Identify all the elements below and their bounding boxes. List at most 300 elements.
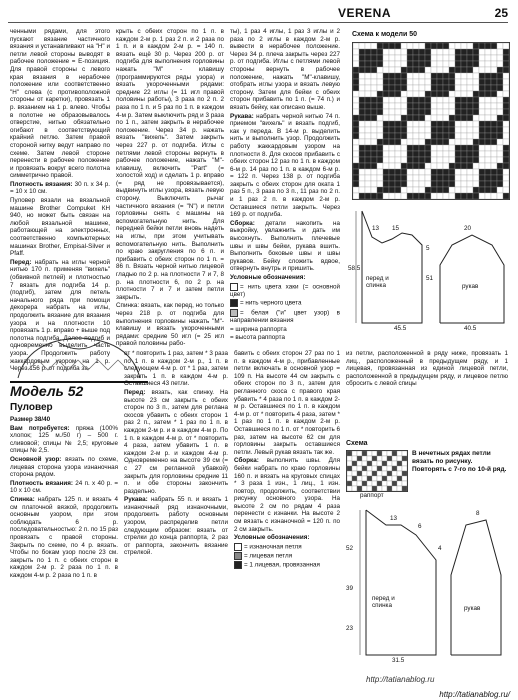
- chart-cell: [383, 127, 389, 133]
- chart-cell: [497, 109, 503, 115]
- chart-cell: [395, 97, 401, 103]
- scheme-cell: [357, 466, 362, 471]
- chart-cell: [359, 109, 365, 115]
- chart-cell: [389, 73, 395, 79]
- chart-cell: [365, 175, 371, 181]
- chart-cell: [401, 43, 407, 49]
- chart-cell: [395, 193, 401, 199]
- chart-cell: [467, 91, 473, 97]
- chart-cell: [365, 127, 371, 133]
- chart-cell: [371, 157, 377, 163]
- scheme-cell: [382, 476, 387, 481]
- chart-cell: [377, 49, 383, 55]
- chart-cell: [503, 55, 509, 61]
- chart-cell: [443, 133, 449, 139]
- chart-cell: [407, 157, 413, 163]
- scheme-cell: [387, 471, 392, 476]
- scheme-cell: [362, 466, 367, 471]
- chart-cell: [491, 103, 497, 109]
- back52-text: набрать 125 п. и вязать 4 см платочной вязкой, продолжить основным узором, при этом соблюдать 6 р. последовательностью: 2 п. по 15 раз провязать с правой стороны. Закрыть по схеме, по 4 р. вязать. Чтобы по бокам узор после 23 см. закрыть по 1 п. с обеих сторон в каждом 2-м р. 2 раза по 1 п. в каждом 4-м р. 2 раза по 1 п. в: [10, 495, 118, 579]
- chart-cell: [473, 43, 479, 49]
- scheme-cell: [357, 461, 362, 466]
- chart-cell: [413, 85, 419, 91]
- scheme-cell: [387, 466, 392, 471]
- chart-cell: [503, 109, 509, 115]
- chart-cell: [431, 79, 437, 85]
- chart-cell: [449, 145, 455, 151]
- chart-cell: [419, 55, 425, 61]
- scheme-cell: [357, 456, 362, 461]
- chart-cell: [365, 61, 371, 67]
- legend-swatch-white: [230, 309, 238, 317]
- chart-cell: [491, 67, 497, 73]
- chart-cell: [497, 67, 503, 73]
- chart-cell: [407, 145, 413, 151]
- scheme-cell: [352, 476, 357, 481]
- scheme-cell: [362, 481, 367, 486]
- chart-cell: [353, 133, 359, 139]
- chart-cell: [389, 157, 395, 163]
- chart-cell: [473, 103, 479, 109]
- chart-cell: [473, 175, 479, 181]
- chart-cell: [419, 121, 425, 127]
- chart-cell: [431, 61, 437, 67]
- front52-text: вязать, как спинку. На высоте 23 см закрыть с обеих сторон по 3 п., затем для реглана скосов убавить с обеих сторон 1 раз 2 п., затем * 1 раз по 1 п. в каждом 2-м р. и в каждом 4-м р. По 1 п. в каждом 4-м р. от * повторить 4 раза, затем убавить 1 п. в каждом 2-м р. и каждом 4-м р. Одновременно на высоте 39 см (= с 27 см регланной убавкой) закрыть для горловины средние 11 п. и обе стороны закончить раздельно.: [124, 388, 228, 495]
- chart-cell: [449, 163, 455, 169]
- chart-cell: [473, 169, 479, 175]
- model-subtitle: Пуловер: [10, 402, 53, 413]
- legend-item: = изнаночная петля: [244, 543, 302, 551]
- chart-cell: [413, 145, 419, 151]
- chart-cell: [419, 85, 425, 91]
- chart-cell: [485, 103, 491, 109]
- column-7-bottom: [346, 350, 508, 434]
- chart-cell: [425, 91, 431, 97]
- chart-cell: [383, 133, 389, 139]
- chart-cell: [359, 163, 365, 169]
- chart-cell: [365, 139, 371, 145]
- chart-cell: [407, 55, 413, 61]
- chart-cell: [383, 79, 389, 85]
- legend-knit-swatch: [234, 552, 242, 560]
- chart-cell: [419, 43, 425, 49]
- chart-cell: [503, 163, 509, 169]
- chart-cell: [455, 49, 461, 55]
- chart-cell: [461, 79, 467, 85]
- chart-cell: [425, 139, 431, 145]
- chart-cell: [359, 85, 365, 91]
- chart-cell: [503, 115, 509, 121]
- chart-cell: [449, 91, 455, 97]
- scheme-cell: [347, 466, 352, 471]
- chart-cell: [449, 43, 455, 49]
- chart-cell: [467, 97, 473, 103]
- chart-cell: [503, 73, 509, 79]
- scheme-cell: [392, 476, 397, 481]
- chart-cell: [491, 187, 497, 193]
- chart-cell: [353, 49, 359, 55]
- scheme-cell: [357, 471, 362, 476]
- scheme-cell: [382, 456, 387, 461]
- dim-3: 40.5: [464, 325, 477, 332]
- chart-cell: [503, 43, 509, 49]
- scheme-cell: [397, 451, 402, 456]
- chart-cell: [473, 55, 479, 61]
- chart-cell: [467, 61, 473, 67]
- chart-cell: [353, 193, 359, 199]
- chart-cell: [377, 103, 383, 109]
- magazine-name: VERENA: [338, 6, 392, 20]
- chart-cell: [365, 103, 371, 109]
- chart-cell: [431, 175, 437, 181]
- chart-cell: [455, 91, 461, 97]
- chart-cell: [401, 103, 407, 109]
- chart-cell: [503, 121, 509, 127]
- chart-cell: [449, 49, 455, 55]
- chart-cell: [365, 181, 371, 187]
- chart-cell: [371, 187, 377, 193]
- chart-cell: [437, 97, 443, 103]
- chart-cell: [419, 49, 425, 55]
- chart-cell: [365, 85, 371, 91]
- intro-text: ченными рядами, для этого пускают вязание частичного вязания и устанавливают на "Н" и петли левой стороны выводят в рабочее положение = Е-позиция. Для правой стороны с левого края вязания в нерабочее положение или соответственно "Н" слева (с противоположной стороны от каретки), провязать 1 р. вязанием на 1 р. влево. Чтобы в полотне не образовывалось отверстие, нитью обязательно огибают в соответствующий крайний петлю. Затем правой стороной нитку ведут направо по схеме. Затем левой стороне перенести в рабочее положение и провязать вокруг всего полотна симметрично правой.: [10, 28, 110, 180]
- chart-cell: [383, 49, 389, 55]
- column-3-top: [230, 28, 340, 342]
- chart-cell: [497, 127, 503, 133]
- chart-cell: [377, 163, 383, 169]
- chart-cell: [353, 109, 359, 115]
- sleeve52-label: Рукава:: [124, 496, 148, 504]
- chart-cell: [407, 103, 413, 109]
- chart-cell: [431, 193, 437, 199]
- column-6-bottom: [234, 350, 340, 690]
- dim-8: 5: [426, 245, 430, 252]
- chart-cell: [473, 91, 479, 97]
- chart-cell: [437, 157, 443, 163]
- chart-cell: [395, 79, 401, 85]
- chart-cell: [497, 79, 503, 85]
- chart-cell: [485, 49, 491, 55]
- chart-cell: [503, 181, 509, 187]
- chart-cell: [503, 85, 509, 91]
- chart-cell: [383, 55, 389, 61]
- chart-cell: [365, 73, 371, 79]
- chart-cell: [455, 121, 461, 127]
- chart-cell: [497, 73, 503, 79]
- chart-cell: [437, 133, 443, 139]
- chart-cell: [485, 145, 491, 151]
- scheme-cell: [352, 471, 357, 476]
- chart-cell: [491, 157, 497, 163]
- chart-cell: [443, 67, 449, 73]
- chart-cell: [467, 151, 473, 157]
- chart-cell: [383, 169, 389, 175]
- chart-cell: [431, 115, 437, 121]
- chart-cell: [371, 163, 377, 169]
- dim52-4: 13: [390, 515, 398, 522]
- chart-cell: [395, 109, 401, 115]
- chart-cell: [473, 115, 479, 121]
- chart-cell: [461, 121, 467, 127]
- chart-cell: [425, 127, 431, 133]
- chart-cell: [491, 91, 497, 97]
- chart-cell: [473, 133, 479, 139]
- chart-cell: [443, 73, 449, 79]
- scheme-cell: [362, 451, 367, 456]
- chart-cell: [485, 97, 491, 103]
- chart-cell: [497, 163, 503, 169]
- density-value: 30 п. х 34 р. = 10 х 10 см.: [10, 180, 110, 196]
- chart-cell: [377, 145, 383, 151]
- chart-cell: [425, 121, 431, 127]
- pattern-diagram-50: [348, 205, 508, 335]
- chart-cell: [389, 193, 395, 199]
- chart-cell: [407, 187, 413, 193]
- chart-cell: [353, 139, 359, 145]
- jacquard-chart-grid: [353, 43, 509, 199]
- chart-cell: [431, 49, 437, 55]
- chart-cell: [461, 163, 467, 169]
- scheme-cell: [392, 486, 397, 491]
- chart-cell: [395, 115, 401, 121]
- scheme52-note: В нечетных рядах петли вязать по рисунку. Повторять с 7-го по 10-й ряд.: [412, 450, 507, 473]
- chart-cell: [395, 43, 401, 49]
- chart-cell: [497, 175, 503, 181]
- chart-cell: [377, 73, 383, 79]
- chart-cell: [437, 49, 443, 55]
- chart-cell: [359, 127, 365, 133]
- chart-cell: [479, 55, 485, 61]
- chart-cell: [449, 133, 455, 139]
- scheme-cell: [362, 471, 367, 476]
- chart-cell: [425, 55, 431, 61]
- chart-cell: [371, 97, 377, 103]
- chart-cell: [431, 163, 437, 169]
- chart-cell: [497, 145, 503, 151]
- chart-cell: [401, 145, 407, 151]
- chart-cell: [485, 175, 491, 181]
- col3-text: ты), 1 раз 4 иглы, 1 раз 3 иглы и 2 раза по 2 иглы в каждом 2-м р. вывести в нерабочее положение. Через 34 р. плеча закрыть через 227 р. от подгиба. Иглы с петлями левой стороны вернуть в рабочее положение, нажать "М"-клавишу, отобрать иглы узора и вязать левую сторону. Затем для бейки с обеих сторон прибавить по 1 п. (= 74 п.) и вязать бейку, как описано выше.: [230, 28, 340, 111]
- scheme-cell: [387, 481, 392, 486]
- chart-cell: [431, 109, 437, 115]
- chart-cell: [401, 127, 407, 133]
- chart-cell: [491, 97, 497, 103]
- chart-cell: [467, 49, 473, 55]
- col5-text: от * повторить 1 раз, затем * 3 раза по 1 п. в каждом 2-м р., 1 п. в следующем 4-м р. от * 1 раз, затем закрыть 1 п. в каждом 4-м р. Оставшиеся 43 петли.: [124, 350, 228, 388]
- chart-cell: [359, 151, 365, 157]
- chart-cell: [377, 187, 383, 193]
- chart-cell: [461, 127, 467, 133]
- chart-cell: [461, 145, 467, 151]
- chart-cell: [401, 79, 407, 85]
- chart-cell: [383, 73, 389, 79]
- scheme-cell: [367, 471, 372, 476]
- chart-cell: [461, 139, 467, 145]
- chart-cell: [353, 115, 359, 121]
- chart-cell: [479, 157, 485, 163]
- chart-cell: [419, 163, 425, 169]
- chart-cell: [503, 127, 509, 133]
- chart-cell: [485, 91, 491, 97]
- chart-cell: [431, 127, 437, 133]
- scheme-cell: [392, 466, 397, 471]
- chart-cell: [479, 151, 485, 157]
- chart-cell: [479, 49, 485, 55]
- chart-cell: [359, 91, 365, 97]
- chart-cell: [479, 139, 485, 145]
- chart-cell: [365, 115, 371, 121]
- chart-cell: [413, 49, 419, 55]
- chart-cell: [413, 91, 419, 97]
- chart-cell: [395, 49, 401, 55]
- chart-cell: [401, 121, 407, 127]
- chart-cell: [413, 181, 419, 187]
- chart-cell: [395, 85, 401, 91]
- scheme-cell: [382, 451, 387, 456]
- chart-cell: [443, 61, 449, 67]
- chart-cell: [359, 133, 365, 139]
- chart-cell: [497, 97, 503, 103]
- chart-cell: [491, 115, 497, 121]
- chart-cell: [359, 43, 365, 49]
- chart-cell: [443, 139, 449, 145]
- chart-cell: [437, 67, 443, 73]
- chart-cell: [401, 169, 407, 175]
- chart-cell: [455, 175, 461, 181]
- scheme-cell: [357, 486, 362, 491]
- legend-item: = ширина раппорта: [230, 325, 287, 333]
- scheme-cell: [397, 481, 402, 486]
- chart-cell: [413, 175, 419, 181]
- chart-cell: [491, 139, 497, 145]
- chart-cell: [395, 187, 401, 193]
- chart-cell: [455, 127, 461, 133]
- dim52-7: 4: [438, 545, 442, 552]
- rapport-label: раппорт: [360, 492, 384, 499]
- chart-cell: [365, 163, 371, 169]
- chart-cell: [419, 133, 425, 139]
- chart-cell: [383, 85, 389, 91]
- scheme-cell: [387, 476, 392, 481]
- chart-cell: [371, 193, 377, 199]
- chart-cell: [359, 121, 365, 127]
- chart-cell: [395, 91, 401, 97]
- chart-cell: [377, 97, 383, 103]
- chart-cell: [467, 67, 473, 73]
- chart-cell: [425, 169, 431, 175]
- scheme-cell: [372, 451, 377, 456]
- chart-cell: [467, 115, 473, 121]
- chart-cell: [443, 151, 449, 157]
- chart-cell: [497, 169, 503, 175]
- chart-cell: [485, 61, 491, 67]
- chart-cell: [485, 181, 491, 187]
- chart-cell: [365, 97, 371, 103]
- chart-cell: [431, 151, 437, 157]
- scheme-cell: [377, 471, 382, 476]
- main-pattern-text: вязать по схеме, лицевая сторона узора изнаночная сторона рядом.: [10, 455, 118, 479]
- chart-cell: [407, 79, 413, 85]
- chart-cell: [371, 61, 377, 67]
- chart-cell: [413, 163, 419, 169]
- chart-cell: [443, 163, 449, 169]
- chart-cell: [401, 139, 407, 145]
- legend-purl-swatch: [234, 543, 242, 551]
- materials-label: Вам потребуется:: [10, 424, 70, 432]
- label-sleeve: рукав: [462, 283, 479, 290]
- legend-cross-swatch: [234, 561, 242, 569]
- chart-cell: [389, 49, 395, 55]
- pattern52-outline: [346, 505, 508, 670]
- footer-url[interactable]: http://tatianablog.ru/: [439, 690, 510, 699]
- chart-cell: [461, 133, 467, 139]
- chart-cell: [371, 181, 377, 187]
- chart-cell: [359, 73, 365, 79]
- chart-cell: [437, 193, 443, 199]
- chart-cell: [395, 169, 401, 175]
- chart-cell: [377, 61, 383, 67]
- chart-cell: [449, 139, 455, 145]
- chart-cell: [455, 133, 461, 139]
- scheme-cell: [392, 471, 397, 476]
- chart-cell: [455, 181, 461, 187]
- chart-cell: [413, 157, 419, 163]
- chart-cell: [449, 103, 455, 109]
- dim-5: 15: [392, 225, 400, 232]
- chart-cell: [479, 67, 485, 73]
- chart-cell: [377, 43, 383, 49]
- chart-cell: [389, 145, 395, 151]
- chart-cell: [491, 133, 497, 139]
- chart-cell: [491, 163, 497, 169]
- chart-cell: [419, 139, 425, 145]
- chart-cell: [449, 67, 455, 73]
- chart-cell: [443, 97, 449, 103]
- chart-cell: [473, 73, 479, 79]
- chart-cell: [455, 61, 461, 67]
- chart-cell: [359, 79, 365, 85]
- chart-cell: [491, 193, 497, 199]
- chart-cell: [419, 109, 425, 115]
- chart-cell: [491, 151, 497, 157]
- chart-cell: [449, 115, 455, 121]
- chart-cell: [401, 133, 407, 139]
- chart-cell: [371, 43, 377, 49]
- chart-cell: [359, 49, 365, 55]
- chart-cell: [359, 193, 365, 199]
- chart-cell: [461, 43, 467, 49]
- chart-cell: [461, 115, 467, 121]
- scheme-cell: [377, 461, 382, 466]
- chart-cell: [359, 157, 365, 163]
- chart-cell: [437, 187, 443, 193]
- chart-cell: [359, 97, 365, 103]
- chart-cell: [467, 121, 473, 127]
- chart-cell: [353, 121, 359, 127]
- chart-cell: [431, 103, 437, 109]
- chart-cell: [443, 121, 449, 127]
- chart-cell: [389, 103, 395, 109]
- chart-cell: [461, 151, 467, 157]
- chart-cell: [389, 175, 395, 181]
- legend52-title: Условные обозначения:: [234, 534, 310, 542]
- chart-cell: [407, 139, 413, 145]
- chart-cell: [425, 145, 431, 151]
- chart-cell: [455, 67, 461, 73]
- chart-cell: [353, 97, 359, 103]
- chart-cell: [467, 55, 473, 61]
- chart-cell: [473, 79, 479, 85]
